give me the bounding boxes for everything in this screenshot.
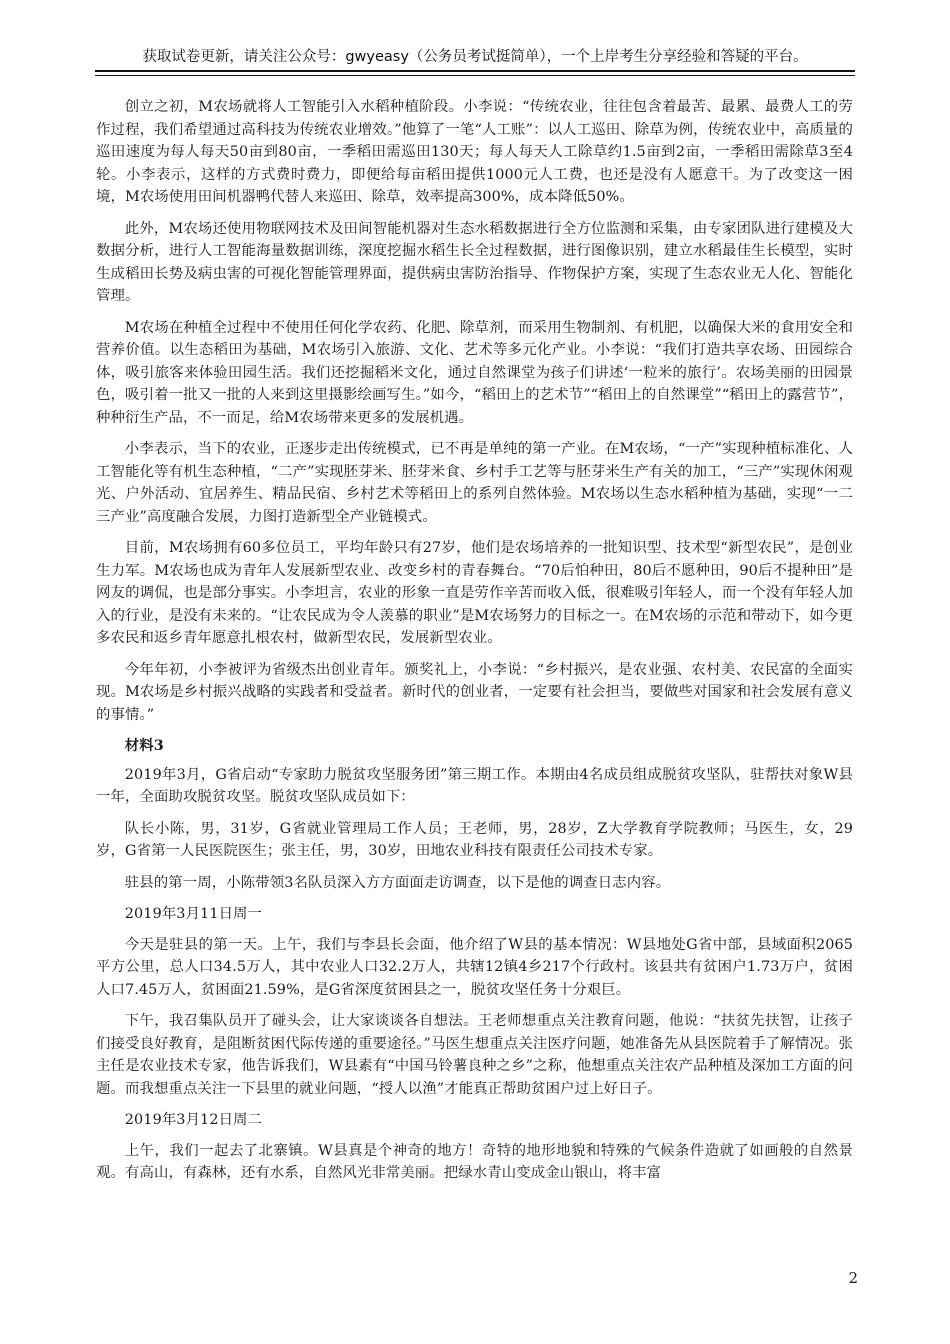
paragraph: 今年年初，小李被评为省级杰出创业青年。颁奖礼上，小李说：“乡村振兴，是农业强、农村美、农民富的全面实现。M农场是乡村振兴战略的实践者和受益者。新时代的创业者，一定要有社会担当，要做些对国家和社会发展有意义的事情。” [96,661,853,723]
paragraph: 驻县的第一周，小陈带领3名队员深入方方面面走访调查，以下是他的调查日志内容。 [124,874,671,891]
header-rule [95,70,855,72]
paragraph: 队长小陈，男，31岁，G省就业管理局工作人员；王老师，男，28岁，Z大学教育学院教师；马医生，女，29岁，G省第一人民医院医生；张主任，男，30岁，田地农业科技有限责任公司技术专家。 [96,820,853,859]
paragraph: 小李表示，当下的农业，正逐步走出传统模式，已不再是单纯的第一产业。在M农场，“一产”实现种植标准化、人工智能化等有机生态种植，“二产”实现胚芽米、胚芽米食、乡村手工艺等与胚芽米生产有关的加工，“三产”实现休闲观光、户外活动、宜居养生、精品民宿、乡村艺术等稻田上的系列自然体验。M农场以生态水稻种植为基础，实现“一二三产业”高度融合发展，力图打造新型全产业链模式。 [96,441,853,525]
paragraph: 创立之初，M农场就将人工智能引入水稻种植阶段。小李说：“传统农业，往往包含着最苦、最累、最费人工的劳作过程，我们希望通过高科技为传统农业增效。”他算了一笔“人工账”：以人工巡田、除草为例，传统农业中，高质量的巡田速度为每人每天50亩到80亩，一季稻田需巡田130天；每人每天人工除草约1.5亩到2亩，一季稻田需除草3至4轮。小李表示，这样的方式费时费力，即便给每亩稻田提供1000元人工费，也还是没有人愿意干。为了改变这一困境，M农场使用田间机器鸭代替人来巡田、除草，效率提高300%，成本降低50%。 [96,99,853,205]
document-body [96,96,853,1194]
paragraph: 2019年3月，G省启动“专家助力脱贫攻坚服务团”第三期工作。本期由4名成员组成脱贫攻坚队，驻帮扶对象W县一年，全面助攻脱贫攻坚。脱贫攻坚队成员如下： [96,766,853,805]
header-rule-thin [95,75,855,76]
paragraph: 目前，M农场拥有60多位员工，平均年龄只有27岁，他们是农场培养的一批知识型、技术型“新型农民”，是创业生力军。M农场也成为青年人发展新型农业、改变乡村的青春舞台。“70后怕种田，80后不愿种田，90后不提种田”是网友的调侃，也是部分事实。小李坦言，农业的形象一直是劳作辛苦而收入低，很难吸引年轻人，而一个没有年轻人加入的行业，是没有未来的。“让农民成为令人羡慕的职业”是M农场努力的目标之一。在M农场的示范和带动下，如今更多农民和返乡青年愿意扎根农村，做新型农民，发展新型农业。 [96,540,853,646]
log-date: 2019年3月11日周一 [124,906,263,922]
paragraph: 此外，M农场还使用物联网技术及田间智能机器对生态水稻数据进行全方位监测和采集，由专家团队进行建模及大数据分析，进行人工智能海量数据训练，深度挖掘水稻生长全过程数据，进行图像识别，建立水稻最佳生长模型，实时生成稻田长势及病虫害的可视化智能管理界面，提供病虫害防治指导、作物保护方案，实现了生态农业无人化、智能化管理。 [96,220,853,304]
paragraph: M农场在种植全过程中不使用任何化学农药、化肥、除草剂，而采用生物制剂、有机肥，以确保大米的食用安全和营养价值。以生态稻田为基础，M农场引入旅游、文化、艺术等多元化产业。小李说：“我们打造共享农场、田园综合体，吸引旅客来体验田园生活。我们还挖掘稻米文化，通过自然课堂为孩子们讲述‘一粒米的旅行’。农场美丽的田园景色，吸引着一批又一批的人来到这里摄影绘画写生。”如今，“稻田上的艺术节”“稻田上的自然课堂”“稻田上的露营节”，种种衍生产品，不一而足，给M农场带来更多的发展机遇。 [96,319,853,426]
log-date: 2019年3月12日周二 [124,1112,263,1128]
paragraph: 今天是驻县的第一天。上午，我们与李县长会面，他介绍了W县的基本情况：W县地处G省中部，县域面积2065平方公里，总人口34.5万人，其中农业人口32.2万人，共辖12镇4乡217个行政村。该县共有贫困户1.73万户，贫困人口7.45万人，贫困面21.59%，是G省深度贫困县之一，脱贫攻坚任务十分艰巨。 [96,936,853,998]
paragraph: 上午，我们一起去了北寨镇。W县真是个神奇的地方！奇特的地形地貌和特殊的气候条件造就了如画般的自然景观。有高山，有森林，还有水系，自然风光非常美丽。把绿水青山变成金山银山，将丰富 [96,1142,853,1181]
page-header: 获取试卷更新，请关注公众号：gwyeasy（公务员考试挺简单），一个上岸考生分享经验和答疑的平台。 [142,49,808,65]
page-number: 2 [848,1269,858,1287]
paragraph: 下午，我召集队员开了碰头会，让大家谈谈各自想法。王老师想重点关注教育问题，他说：“扶贫先扶智，让孩子们接受良好教育，是阻断贫困代际传递的重要途径。”马医生想重点关注医疗问题，她准备先从县医院着手了解情况。张主任是农业技术专家，他告诉我们，W县素有“中国马铃薯良种之乡”之称，他想重点关注农产品种植及深加工方面的问题。而我想重点关注一下县里的就业问题，“授人以渔”才能真正帮助贫困户过上好日子。 [96,1013,853,1097]
section-title: 材料3 [124,737,164,754]
